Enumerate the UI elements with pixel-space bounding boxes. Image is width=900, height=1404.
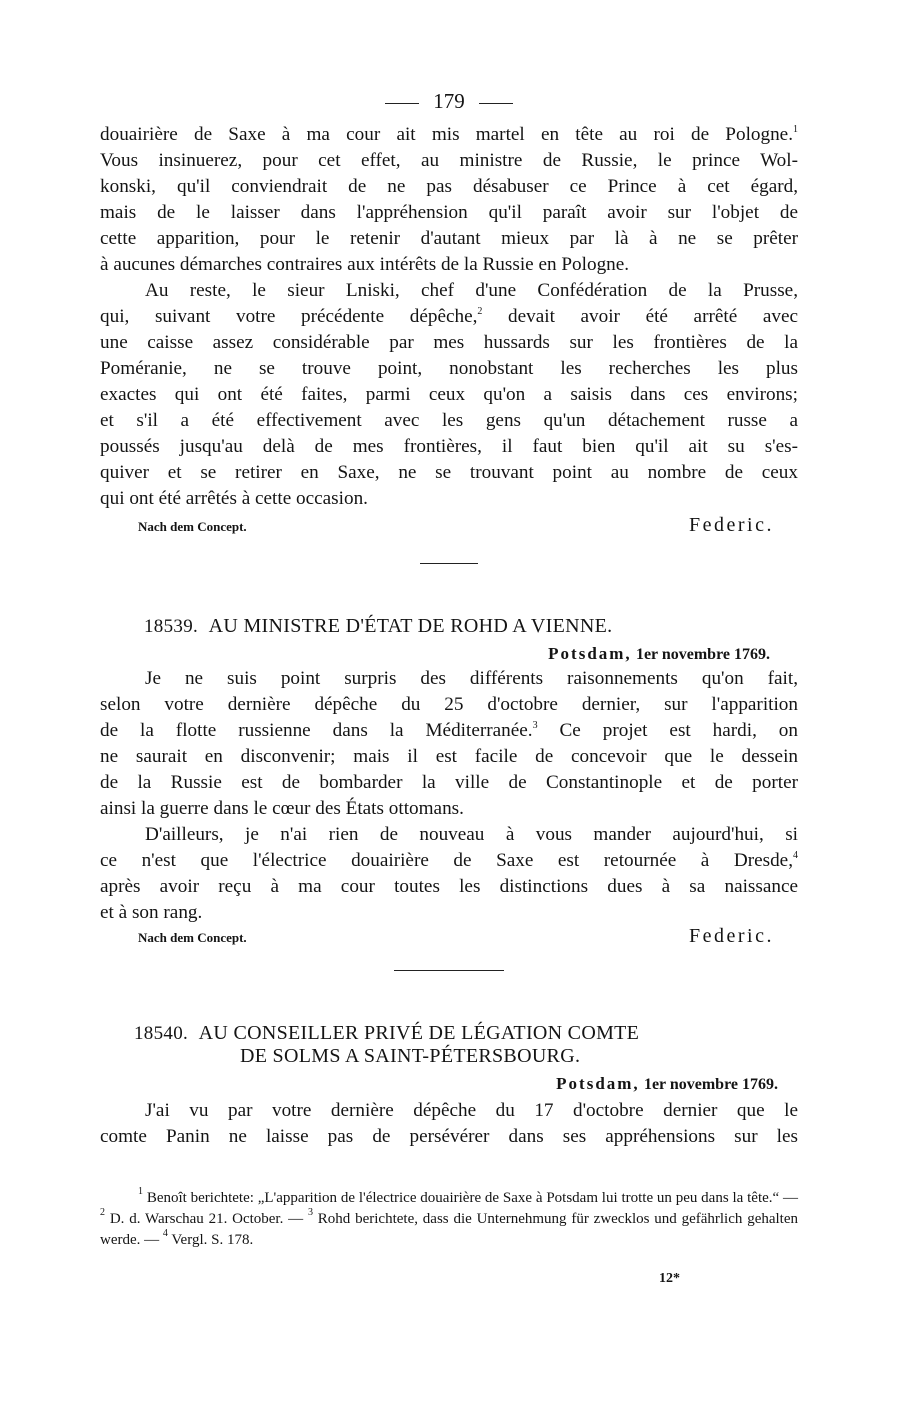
running-header [100, 86, 798, 116]
text-line: cette apparition, pour le retenir d'autant mieux par là à ne se prêter [100, 228, 798, 249]
text-line: konski, qu'il conviendrait de ne pas désabuser ce Prince à cet égard, [100, 176, 798, 197]
letter-18540 [100, 1022, 798, 1150]
text-line: comte Panin ne laisse pas de persévérer dans ses appréhensions sur les [100, 1126, 798, 1147]
text-line: Poméranie, ne se trouve point, nonobstant les recherches les plus [100, 358, 798, 379]
text-line: Au reste, le sieur Lniski, chef d'une Confédération de la Prusse, [145, 280, 798, 301]
text-line: J'ai vu par votre dernière dépêche du 17 d'octobre dernier que le [145, 1100, 798, 1121]
signature-block [100, 514, 798, 537]
text-line: D'ailleurs, je n'ai rien de nouveau à vous mander aujourd'hui, si [145, 824, 798, 845]
text-line: ainsi la guerre dans le cœur des États ottomans. [100, 798, 464, 819]
footnote-number: 1 [138, 1186, 143, 1197]
footnotes [100, 1188, 798, 1251]
footnote-ref: 2 [477, 306, 483, 317]
source-note: Nach dem Concept. [138, 519, 247, 534]
letter-continuation [100, 122, 798, 537]
signature: Federic. [689, 925, 774, 947]
letter-number: 18540. [134, 1023, 189, 1044]
letter-title-line2: DE SOLMS A SAINT-PÉTERSBOURG. [240, 1045, 581, 1067]
section-separator [420, 563, 478, 565]
text-line: quiver et se retirer en Saxe, ne se trouvant point au nombre de ceux [100, 462, 798, 483]
letter-title: AU CONSEILLER PRIVÉ DE LÉGATION COMTE [198, 1022, 640, 1044]
page-number: 179 [433, 89, 465, 113]
text-line: exactes qui ont été faites, parmi ceux qu'on a saisis dans ces environs; [100, 384, 798, 405]
section-separator [394, 970, 504, 972]
text-line: de la flotte russienne dans la Méditerranée.$^3$ Ce projet est hardi, on [100, 720, 798, 741]
dateline-place: Potsdam, [556, 1074, 640, 1093]
footnote-4: Vergl. S. 178. [171, 1232, 254, 1248]
signature-mark: 12* [659, 1271, 680, 1286]
footnote-ref: 4 [793, 850, 798, 861]
header-dash-left [385, 103, 419, 104]
footnote-2: D. d. Warschau 21. October. — [109, 1211, 304, 1227]
text-line: ne saurait en disconvenir; mais il est facile de concevoir que le dessein [100, 746, 798, 767]
text-line: et à son rang. [100, 902, 203, 923]
footnote-1: Benoît berichtete: „L'apparition de l'électrice douairière de Saxe à Potsdam lui trotte un peu dans la tête.“ — [146, 1190, 798, 1206]
header-dash-right [479, 103, 513, 104]
footnote-number: 3 [307, 1207, 313, 1218]
text-line: poussés jusqu'au delà de mes frontières, il faut bien qu'il ait su s'es- [100, 436, 798, 457]
signature-block [100, 912, 798, 948]
dateline-place: Potsdam, [548, 644, 632, 663]
dateline-date: 1er novembre 1769. [643, 1076, 778, 1093]
dateline [100, 1074, 798, 1094]
letter-title: AU MINISTRE D'ÉTAT DE ROHD A VIENNE. [208, 615, 613, 637]
text-line: une caisse assez considérable par mes hussards sur les frontières de la [100, 332, 798, 353]
footnote-block [100, 1188, 798, 1251]
footnote-ref: 3 [532, 720, 538, 731]
text-line: à aucunes démarches contraires aux intérêts de la Russie en Pologne. [100, 254, 630, 275]
text-line: et s'il a été effectivement avec les gens qu'un détachement russe a [100, 410, 798, 431]
footnote-number: 2 [100, 1207, 105, 1218]
letter-number: 18539. [144, 616, 199, 637]
footnote-number: 4 [162, 1228, 168, 1239]
text-line: ce n'est que l'électrice douairière de Saxe est retournée à Dresde,$^4$ [100, 850, 798, 871]
source-note: Nach dem Concept. [138, 930, 247, 945]
letter-heading [100, 1022, 798, 1045]
letter-heading [100, 615, 798, 638]
text-line: Vous insinuerez, pour cet effet, au ministre de Russie, le prince Wol- [100, 150, 798, 171]
text-line: douairière de Saxe à ma cour ait mis martel en tête au roi de Pologne.$^1$ [100, 124, 798, 145]
dateline-date: 1er novembre 1769. [635, 646, 770, 663]
document-page [100, 86, 798, 1287]
letter-18539 [100, 615, 798, 948]
signature: Federic. [689, 514, 774, 536]
text-line: qui, suivant votre précédente dépêche,$^2$ devait avoir été arrêté avec [100, 306, 798, 327]
text-line: de la Russie est de bombarder la ville de Constantinople et de porter [100, 772, 798, 793]
footnote-3: Rohd berichtete, dass die Unternehmung für zwecklos und gefährlich gehalten werde. — [100, 1211, 799, 1248]
text-line: qui ont été arrêtés à cette occasion. [100, 488, 368, 509]
text-line: mais de le laisser dans l'appréhension qu'il paraît avoir sur l'objet de [100, 202, 798, 223]
text-line: après avoir reçu à ma cour toutes les distinctions dues à sa naissance [100, 876, 798, 897]
text-line: Je ne suis point surpris des différents raisonnements qu'on fait, [145, 668, 798, 689]
footnote-ref: 1 [793, 124, 798, 135]
dateline [100, 644, 798, 664]
text-line: selon votre dernière dépêche du 25 d'octobre dernier, sur l'apparition [100, 694, 798, 715]
